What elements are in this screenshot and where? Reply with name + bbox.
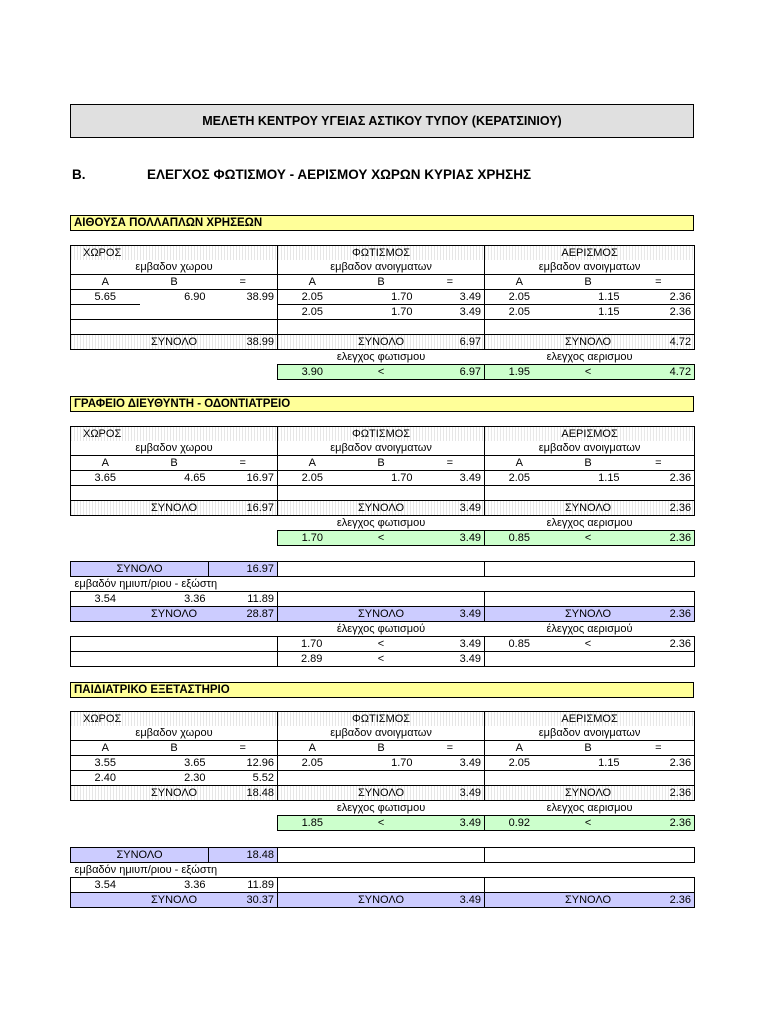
air-total: 2.36 xyxy=(623,607,695,622)
lt-sign: < xyxy=(554,816,623,831)
light-check-value: 3.90 xyxy=(278,365,347,380)
cell: 3.49 xyxy=(416,290,485,305)
table-row xyxy=(71,878,695,893)
air-check-value: 0.92 xyxy=(485,816,554,831)
cell xyxy=(554,320,623,335)
emvadon-anoigmaton-label: εμβαδον ανοιγματων xyxy=(485,260,695,275)
emvadon-anoigmaton-label: εμβαδον ανοιγματων xyxy=(485,726,695,741)
elegxos-fotismou-label: ελεγχος φωτισμου xyxy=(336,516,426,529)
light-total: 6.97 xyxy=(416,335,485,350)
cell: 2.40 xyxy=(71,771,140,786)
lt-sign: < xyxy=(347,531,416,546)
cell xyxy=(278,771,347,786)
total-row xyxy=(71,501,695,516)
col-b-label: Β xyxy=(554,741,623,756)
light-check-total: 3.49 xyxy=(416,531,485,546)
xoros-header: ΧΩΡΟΣ xyxy=(71,246,278,261)
section-heading-2: ΓΡΑΦΕΙΟ ΔΙΕΥΘΥΝΤΗ - ΟΔΟΝΤΙΑΤΡΕΙΟ xyxy=(70,396,694,412)
section-letter: Β. xyxy=(72,167,86,182)
synolo-label: ΣΥΝΟΛΟ xyxy=(140,893,209,908)
cell: 3.54 xyxy=(71,592,140,607)
air-total: 4.72 xyxy=(623,335,695,350)
light-check-value: 1.70 xyxy=(278,531,347,546)
synolo-label: ΣΥΝΟΛΟ xyxy=(347,786,416,801)
elegxos-fotismou-label: ελεγχος φωτισμου xyxy=(336,350,426,363)
synolo-label: ΣΥΝΟΛΟ xyxy=(554,607,623,622)
cell: 4.65 xyxy=(140,471,209,486)
cell xyxy=(209,486,278,501)
cell xyxy=(140,320,209,335)
cell: 2.05 xyxy=(485,471,554,486)
air-check-value: 0.85 xyxy=(485,531,554,546)
cell: 1.15 xyxy=(554,756,623,771)
col-b-label: Β xyxy=(140,456,209,471)
emvadon-anoigmaton-label: εμβαδον ανοιγματων xyxy=(278,260,485,275)
light-total: 3.49 xyxy=(416,786,485,801)
col-eq-label: = xyxy=(416,456,485,471)
synolo-label: ΣΥΝΟΛΟ xyxy=(140,786,209,801)
cell: 12.96 xyxy=(209,756,278,771)
cell: 3.36 xyxy=(140,592,209,607)
elegxos-fotismou-label: έλεγχος φωτισμού xyxy=(336,622,426,635)
air-check-total: 2.36 xyxy=(623,531,695,546)
cell xyxy=(623,771,695,786)
synolo-label: ΣΥΝΟΛΟ xyxy=(71,562,209,577)
cell: 3.55 xyxy=(71,756,140,771)
cell xyxy=(278,486,347,501)
summary-table-3 xyxy=(70,847,695,908)
cell: 3.65 xyxy=(71,471,140,486)
cell: 2.05 xyxy=(278,305,347,320)
xoros-header: ΧΩΡΟΣ xyxy=(71,712,278,727)
col-a-label: Α xyxy=(278,456,347,471)
table-row xyxy=(71,756,695,771)
cell xyxy=(347,771,416,786)
cell: 2.30 xyxy=(140,771,209,786)
col-a-label: Α xyxy=(485,275,554,290)
air-check-total: 2.36 xyxy=(623,637,695,652)
light-check-value: 1.70 xyxy=(278,637,347,652)
air-total: 2.36 xyxy=(623,786,695,801)
cell xyxy=(554,771,623,786)
cell: 1.15 xyxy=(554,290,623,305)
hmi-label: εμβαδόν ημιυπ/ριου - εξώστη xyxy=(74,863,218,876)
cell xyxy=(416,486,485,501)
cell: 38.99 xyxy=(209,290,278,305)
cell xyxy=(278,320,347,335)
synolo-label: ΣΥΝΟΛΟ xyxy=(554,786,623,801)
elegxos-aerismou-label: ελεγχος αερισμου xyxy=(546,516,633,529)
room-total: 18.48 xyxy=(209,786,278,801)
col-a-label: Α xyxy=(71,741,140,756)
cell: 5.52 xyxy=(209,771,278,786)
col-eq-label: = xyxy=(623,741,695,756)
cell xyxy=(71,486,140,501)
synolo-label: ΣΥΝΟΛΟ xyxy=(140,607,209,622)
cell: 3.54 xyxy=(71,878,140,893)
elegxos-aerismou-label: έλεγχος αερισμού xyxy=(546,622,633,635)
col-a-label: Α xyxy=(278,741,347,756)
section-heading-1: ΑΙΘΟΥΣΑ ΠΟΛΛΑΠΛΩΝ ΧΡΗΣΕΩΝ xyxy=(70,215,694,231)
cell: 3.65 xyxy=(140,756,209,771)
light-total: 3.49 xyxy=(416,501,485,516)
fotismos-header: ΦΩΤΙΣΜΟΣ xyxy=(278,427,485,442)
col-a-label: Α xyxy=(485,741,554,756)
col-b-label: Β xyxy=(554,456,623,471)
cell: 11.89 xyxy=(209,592,278,607)
synolo-label: ΣΥΝΟΛΟ xyxy=(554,501,623,516)
lt-sign: < xyxy=(347,816,416,831)
light-check-value: 1.85 xyxy=(278,816,347,831)
cell: 2.36 xyxy=(623,471,695,486)
cell xyxy=(416,320,485,335)
document-title: ΜΕΛΕΤΗ ΚΕΝΤΡΟΥ ΥΓΕΙΑΣ ΑΣΤΙΚΟΥ ΤΥΠΟΥ (ΚΕΡΑΤΣΙΝΙΟΥ) xyxy=(70,104,694,138)
light-total: 3.49 xyxy=(416,607,485,622)
synolo-label: ΣΥΝΟΛΟ xyxy=(347,893,416,908)
cell: 2.36 xyxy=(623,756,695,771)
lt-sign: < xyxy=(347,652,416,667)
cell xyxy=(347,486,416,501)
col-b-label: Β xyxy=(140,275,209,290)
elegxos-fotismou-label: ελεγχος φωτισμου xyxy=(336,801,426,814)
table-row xyxy=(71,652,695,667)
cell: 2.05 xyxy=(485,290,554,305)
elegxos-aerismou-label: ελεγχος αερισμου xyxy=(546,801,633,814)
col-eq-label: = xyxy=(623,456,695,471)
lt-sign: < xyxy=(554,531,623,546)
col-eq-label: = xyxy=(416,275,485,290)
col-a-label: Α xyxy=(71,456,140,471)
cell: 3.49 xyxy=(416,471,485,486)
light-check-total: 3.49 xyxy=(416,816,485,831)
light-check-total: 6.97 xyxy=(416,365,485,380)
cell: 2.05 xyxy=(485,305,554,320)
col-b-label: Β xyxy=(554,275,623,290)
table-row xyxy=(71,486,695,501)
hmi-label: εμβαδόν ημιυπ/ριου - εξώστη xyxy=(74,577,218,590)
cell: 1.70 xyxy=(347,290,416,305)
col-eq-label: = xyxy=(416,741,485,756)
col-a-label: Α xyxy=(485,456,554,471)
total-row xyxy=(71,893,695,908)
room-total: 16.97 xyxy=(209,501,278,516)
table-row xyxy=(71,637,695,652)
synolo-label: ΣΥΝΟΛΟ xyxy=(347,501,416,516)
air-check-total: 4.72 xyxy=(623,365,695,380)
lt-sign: < xyxy=(347,365,416,380)
emvadon-xorou-label: εμβαδον χωρου xyxy=(71,441,278,456)
cell: 2.05 xyxy=(278,756,347,771)
cell xyxy=(485,771,554,786)
room-total: 38.99 xyxy=(209,335,278,350)
emvadon-xorou-label: εμβαδον χωρου xyxy=(71,726,278,741)
cell: 1.15 xyxy=(554,305,623,320)
cell xyxy=(209,320,278,335)
cell: 2.36 xyxy=(623,290,695,305)
col-b-label: Β xyxy=(347,741,416,756)
cell xyxy=(347,320,416,335)
section-heading-3: ΠΑΙΔΙΑΤΡΙΚΟ ΕΞΕΤΑΣΤΗΡΙΟ xyxy=(70,682,694,698)
col-eq-label: = xyxy=(209,456,278,471)
emvadon-anoigmaton-label: εμβαδον ανοιγματων xyxy=(485,441,695,456)
cell: 2.05 xyxy=(485,756,554,771)
cell: 2.05 xyxy=(278,471,347,486)
table-row xyxy=(71,305,695,320)
synolo-label: ΣΥΝΟΛΟ xyxy=(347,607,416,622)
col-b-label: Β xyxy=(140,741,209,756)
summary-table-2 xyxy=(70,561,695,667)
synolo-label: ΣΥΝΟΛΟ xyxy=(554,893,623,908)
cell: 16.97 xyxy=(209,471,278,486)
light-total: 3.49 xyxy=(416,893,485,908)
synolo-label: ΣΥΝΟΛΟ xyxy=(140,501,209,516)
cell xyxy=(209,305,278,320)
emvadon-xorou-label: εμβαδον χωρου xyxy=(71,260,278,275)
synolo-label: ΣΥΝΟΛΟ xyxy=(140,335,209,350)
total-row xyxy=(71,786,695,801)
cell xyxy=(554,486,623,501)
document-subtitle: ΕΛΕΓΧΟΣ ΦΩΤΙΣΜΟΥ - ΑΕΡΙΣΜΟΥ ΧΩΡΩΝ ΚΥΡΙΑΣ ΧΡΗΣΗΣ xyxy=(147,167,532,182)
fotismos-header: ΦΩΤΙΣΜΟΣ xyxy=(278,712,485,727)
cell: 1.70 xyxy=(347,471,416,486)
cell: 6.90 xyxy=(140,290,209,305)
emvadon-anoigmaton-label: εμβαδον ανοιγματων xyxy=(278,441,485,456)
air-total: 2.36 xyxy=(623,501,695,516)
emvadon-anoigmaton-label: εμβαδον ανοιγματων xyxy=(278,726,485,741)
col-a-label: Α xyxy=(278,275,347,290)
synolo-label: ΣΥΝΟΛΟ xyxy=(71,848,209,863)
lt-sign: < xyxy=(554,637,623,652)
synolo-label: ΣΥΝΟΛΟ xyxy=(554,335,623,350)
cell: 1.15 xyxy=(554,471,623,486)
room-table-1 xyxy=(70,245,695,380)
synolo-value: 16.97 xyxy=(209,562,278,577)
cell: 11.89 xyxy=(209,878,278,893)
room-table-2 xyxy=(70,426,695,546)
cell xyxy=(485,320,554,335)
cell xyxy=(71,305,140,320)
table-row xyxy=(71,290,695,305)
col-eq-label: = xyxy=(623,275,695,290)
cell xyxy=(416,771,485,786)
room-total: 30.37 xyxy=(209,893,278,908)
air-check-value: 1.95 xyxy=(485,365,554,380)
cell: 5.65 xyxy=(71,290,140,305)
cell: 3.36 xyxy=(140,878,209,893)
air-check-total: 2.36 xyxy=(623,816,695,831)
table-row xyxy=(71,320,695,335)
aerismos-header: ΑΕΡΙΣΜΟΣ xyxy=(485,712,695,727)
table-row xyxy=(71,771,695,786)
table-row xyxy=(71,592,695,607)
synolo-label: ΣΥΝΟΛΟ xyxy=(347,335,416,350)
cell xyxy=(71,320,140,335)
total-row xyxy=(71,335,695,350)
room-table-3 xyxy=(70,711,695,831)
aerismos-header: ΑΕΡΙΣΜΟΣ xyxy=(485,246,695,261)
lt-sign: < xyxy=(347,637,416,652)
col-eq-label: = xyxy=(209,275,278,290)
cell: 1.70 xyxy=(347,305,416,320)
col-b-label: Β xyxy=(347,456,416,471)
cell xyxy=(623,320,695,335)
cell: 3.49 xyxy=(416,305,485,320)
cell xyxy=(485,486,554,501)
col-a-label: Α xyxy=(71,275,140,290)
xoros-header: ΧΩΡΟΣ xyxy=(71,427,278,442)
cell xyxy=(140,486,209,501)
light-check-total: 3.49 xyxy=(416,637,485,652)
table-row xyxy=(71,471,695,486)
light-check-total: 3.49 xyxy=(416,652,485,667)
cell: 3.49 xyxy=(416,756,485,771)
fotismos-header: ΦΩΤΙΣΜΟΣ xyxy=(278,246,485,261)
col-eq-label: = xyxy=(209,741,278,756)
col-b-label: Β xyxy=(347,275,416,290)
cell: 2.05 xyxy=(278,290,347,305)
lt-sign: < xyxy=(554,365,623,380)
total-row xyxy=(71,607,695,622)
light-check-value: 2.89 xyxy=(278,652,347,667)
elegxos-aerismou-label: ελεγχος αερισμου xyxy=(546,350,633,363)
cell xyxy=(140,305,209,320)
room-total: 28.87 xyxy=(209,607,278,622)
synolo-value: 18.48 xyxy=(209,848,278,863)
aerismos-header: ΑΕΡΙΣΜΟΣ xyxy=(485,427,695,442)
air-total: 2.36 xyxy=(623,893,695,908)
cell: 2.36 xyxy=(623,305,695,320)
cell xyxy=(623,486,695,501)
air-check-value: 0.85 xyxy=(485,637,554,652)
cell: 1.70 xyxy=(347,756,416,771)
